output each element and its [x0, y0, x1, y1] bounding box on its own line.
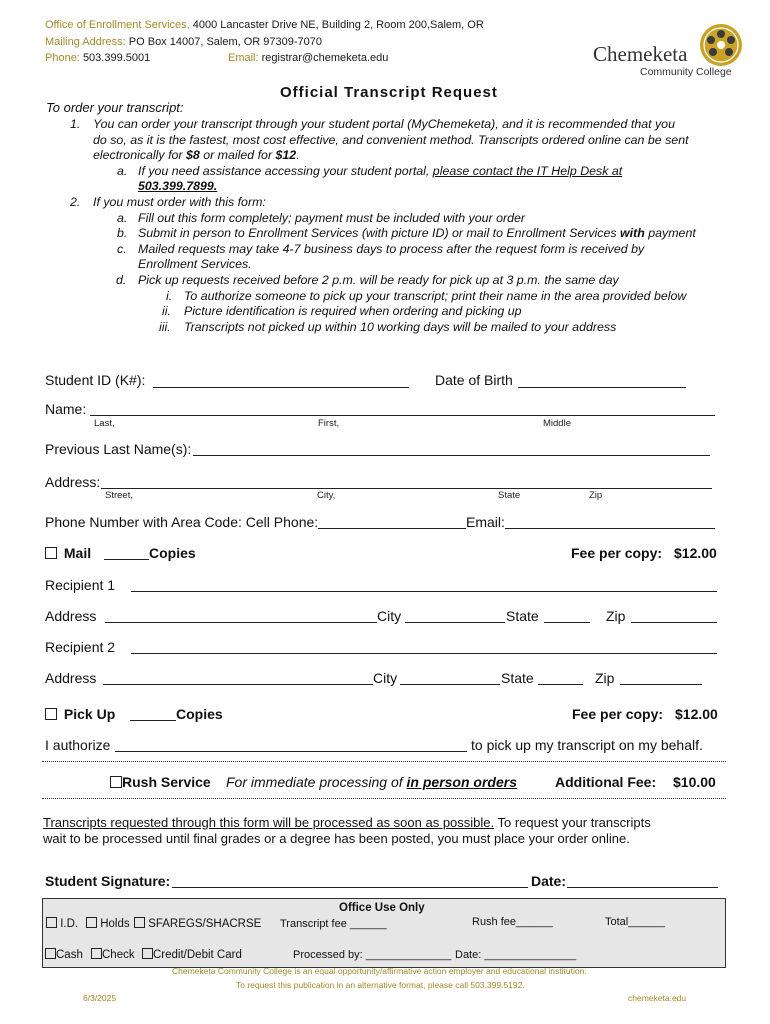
email-line: Email: registrar@chemeketa.edu: [228, 52, 389, 64]
mail-option: Mail: [45, 545, 91, 561]
rush-checkbox[interactable]: [110, 776, 122, 788]
sfaregs-checkbox[interactable]: [134, 917, 145, 928]
office-address: Office of Enrollment Services, 4000 Lancaster Drive NE, Building 2, Room 200,Salem, OR: [45, 19, 484, 31]
transcript-fee: Transcript fee ______: [280, 918, 387, 930]
page-title: Official Transcript Request: [280, 84, 498, 101]
rush-fee: Rush fee______: [472, 916, 553, 928]
item2b-text: Submit in person to Enrollment Services (with picture ID) or mail to Enrollment Services with payment: [138, 226, 696, 240]
prev-names-field[interactable]: [193, 455, 710, 456]
eeo-statement: Chemeketa Community College is an equal opportunity/affirmative action employer and educational institution.: [172, 966, 587, 976]
item2dii-text: Picture identification is required when ordering and picking up: [184, 304, 522, 318]
phone-line: Phone: 503.399.5001: [45, 52, 151, 64]
rush-description: For immediate processing of in person orders: [226, 774, 517, 790]
item1a-text: If you need assistance accessing your student portal, please contact the IT Help Desk at: [138, 164, 623, 178]
cash-checkbox[interactable]: [45, 948, 56, 959]
dotted-divider-bottom: [42, 798, 726, 799]
recipient2-field[interactable]: [131, 653, 717, 654]
email-label: Email:: [466, 514, 505, 530]
dotted-divider-top: [42, 761, 726, 762]
dob-field[interactable]: [518, 387, 686, 388]
office-credit: Credit/Debit Card: [142, 948, 242, 961]
mailing-address: Mailing Address: PO Box 14007, Salem, OR 97309-7070: [45, 36, 323, 48]
instructions-intro: To order your transcript:: [46, 100, 184, 115]
prev-names-label: Previous Last Name(s):: [45, 441, 192, 457]
item2b-letter: b.: [117, 226, 128, 240]
office-id: I.D.: [46, 917, 78, 930]
pickup-option: Pick Up: [45, 706, 115, 722]
item2c-line1: Mailed requests may take 4-7 business days to process after the request form is received by: [138, 242, 645, 256]
mail-state2-label: State: [501, 670, 534, 686]
mail-state2-field[interactable]: [538, 684, 583, 685]
it-help-desk-phone: 503.399.7899.: [138, 179, 218, 193]
pickup-copies-label: Copies: [176, 706, 223, 722]
signature-date-label: Date:: [531, 873, 567, 889]
pickup-fee-value: $12.00: [675, 706, 718, 722]
name-label: Name:: [45, 401, 87, 417]
item2a-text: Fill out this form completely; payment must be included with your order: [138, 211, 526, 225]
processed-by: Processed by: ______________: [293, 949, 452, 961]
mail-address2-label: Address: [45, 670, 97, 686]
signature-label: Student Signature:: [45, 873, 171, 889]
pickup-copies-field[interactable]: [130, 720, 176, 721]
recipient2-label: Recipient 2: [45, 639, 116, 655]
mail-zip2-field[interactable]: [620, 684, 702, 685]
item2-num: 2.: [70, 195, 81, 209]
item2diii-text: Transcripts not picked up within 10 working days will be mailed to your address: [184, 320, 617, 334]
signature-date-field[interactable]: [567, 887, 718, 888]
signature-field[interactable]: [172, 887, 528, 888]
item1-num: 1.: [70, 117, 81, 131]
mail-fee-label: Fee per copy:: [571, 545, 663, 561]
office-holds: Holds: [86, 917, 130, 930]
item2a-letter: a.: [117, 211, 128, 225]
item1-line1: You can order your transcript through your student portal (MyChemeketa), and it is recommended that you: [93, 117, 675, 131]
item1a-letter: a.: [117, 164, 128, 178]
address-label: Address:: [45, 474, 101, 490]
chemeketa-seal-icon: [698, 22, 744, 68]
item1-line2: do so, as it is the fastest, most cost effective, and convenient method. Transcripts ordered online can be sent: [93, 133, 689, 147]
cell-phone-field[interactable]: [318, 528, 466, 529]
item2d-text: Pick up requests received before 2 p.m. will be ready for pick up at 3 p.m. the same day: [138, 273, 619, 287]
name-field[interactable]: [90, 415, 715, 416]
mail-state1-field[interactable]: [544, 622, 590, 623]
office-use-title: Office Use Only: [339, 902, 425, 914]
authorize-field[interactable]: [115, 751, 467, 752]
revision-date: 6/3/2025: [83, 993, 117, 1003]
authorize-label: I authorize: [45, 737, 111, 753]
item2-text: If you must order with this form:: [93, 195, 266, 209]
addr-city-hint: City,: [317, 490, 336, 501]
logo-subtitle: Community College: [640, 66, 732, 78]
student-id-field[interactable]: [153, 387, 409, 388]
rush-fee-label: Additional Fee:: [555, 774, 657, 790]
mail-city2-field[interactable]: [400, 684, 500, 685]
item2di-num: i.: [166, 289, 173, 303]
address-field[interactable]: [101, 488, 712, 489]
dob-label: Date of Birth: [435, 372, 513, 388]
pickup-fee-label: Fee per copy:: [572, 706, 664, 722]
processing-notice-line1: Transcripts requested through this form will be processed as soon as possible. To request your transcripts: [43, 815, 651, 830]
name-middle-hint: Middle: [543, 418, 571, 429]
mail-city1-label: City: [377, 608, 402, 624]
addr-state-hint: State: [498, 490, 521, 501]
mail-state1-label: State: [506, 608, 539, 624]
item2diii-num: iii.: [159, 320, 171, 334]
credit-card-checkbox[interactable]: [142, 948, 153, 959]
processing-notice-line2: wait to be processed until final grades or a degree has been posted, you must place your order online.: [43, 831, 630, 846]
name-last-hint: Last,: [94, 418, 115, 429]
mail-city1-field[interactable]: [405, 622, 505, 623]
rush-option: Rush Service: [110, 774, 211, 790]
total-fee: Total______: [605, 916, 665, 928]
recipient1-label: Recipient 1: [45, 577, 116, 593]
recipient1-field[interactable]: [131, 591, 717, 592]
check-checkbox[interactable]: [91, 948, 102, 959]
rush-fee-value: $10.00: [673, 774, 716, 790]
id-checkbox[interactable]: [46, 917, 57, 928]
name-first-hint: First,: [318, 418, 340, 429]
mail-checkbox[interactable]: [45, 547, 57, 559]
processed-date: Date: _______________: [455, 949, 577, 961]
alt-format-notice: To request this publication in an alternative format, please call 503.399.5192.: [236, 980, 525, 990]
item2c-line2: Enrollment Services.: [138, 257, 252, 271]
mail-fee-value: $12.00: [674, 545, 717, 561]
item2di-text: To authorize someone to pick up your transcript; print their name in the area provided below: [184, 289, 687, 303]
mail-zip1-field[interactable]: [631, 622, 717, 623]
item2d-letter: d.: [116, 273, 127, 287]
mail-address2-field[interactable]: [103, 684, 373, 685]
mail-city2-label: City: [373, 670, 398, 686]
item2dii-num: ii.: [162, 304, 171, 318]
website-link[interactable]: chemeketa.edu: [628, 993, 687, 1003]
item2c-letter: c.: [117, 242, 127, 256]
addr-zip-hint: Zip: [589, 490, 603, 501]
student-id-label: Student ID (K#):: [45, 372, 146, 388]
mail-address1-label: Address: [45, 608, 97, 624]
mail-copies-field[interactable]: [104, 559, 149, 560]
email-field[interactable]: [505, 528, 715, 529]
cell-phone-label: Phone Number with Area Code: Cell Phone:: [45, 514, 319, 530]
office-check: Check: [91, 948, 135, 961]
office-sfaregs: SFAREGS/SHACRSE: [134, 917, 261, 930]
addr-street-hint: Street,: [105, 490, 133, 501]
holds-checkbox[interactable]: [86, 917, 97, 928]
pickup-checkbox[interactable]: [45, 708, 57, 720]
authorize-suffix: to pick up my transcript on my behalf.: [471, 737, 703, 753]
logo-wordmark: Chemeketa: [593, 42, 688, 66]
it-help-desk-link[interactable]: please contact the IT Help Desk at: [432, 164, 623, 178]
mail-address1-field[interactable]: [105, 622, 377, 623]
mail-zip1-label: Zip: [606, 608, 626, 624]
item1-line3: electronically for $8 or mailed for $12.: [93, 148, 300, 162]
mail-copies-label: Copies: [149, 545, 196, 561]
office-cash: Cash: [45, 948, 83, 961]
mail-zip2-label: Zip: [595, 670, 615, 686]
